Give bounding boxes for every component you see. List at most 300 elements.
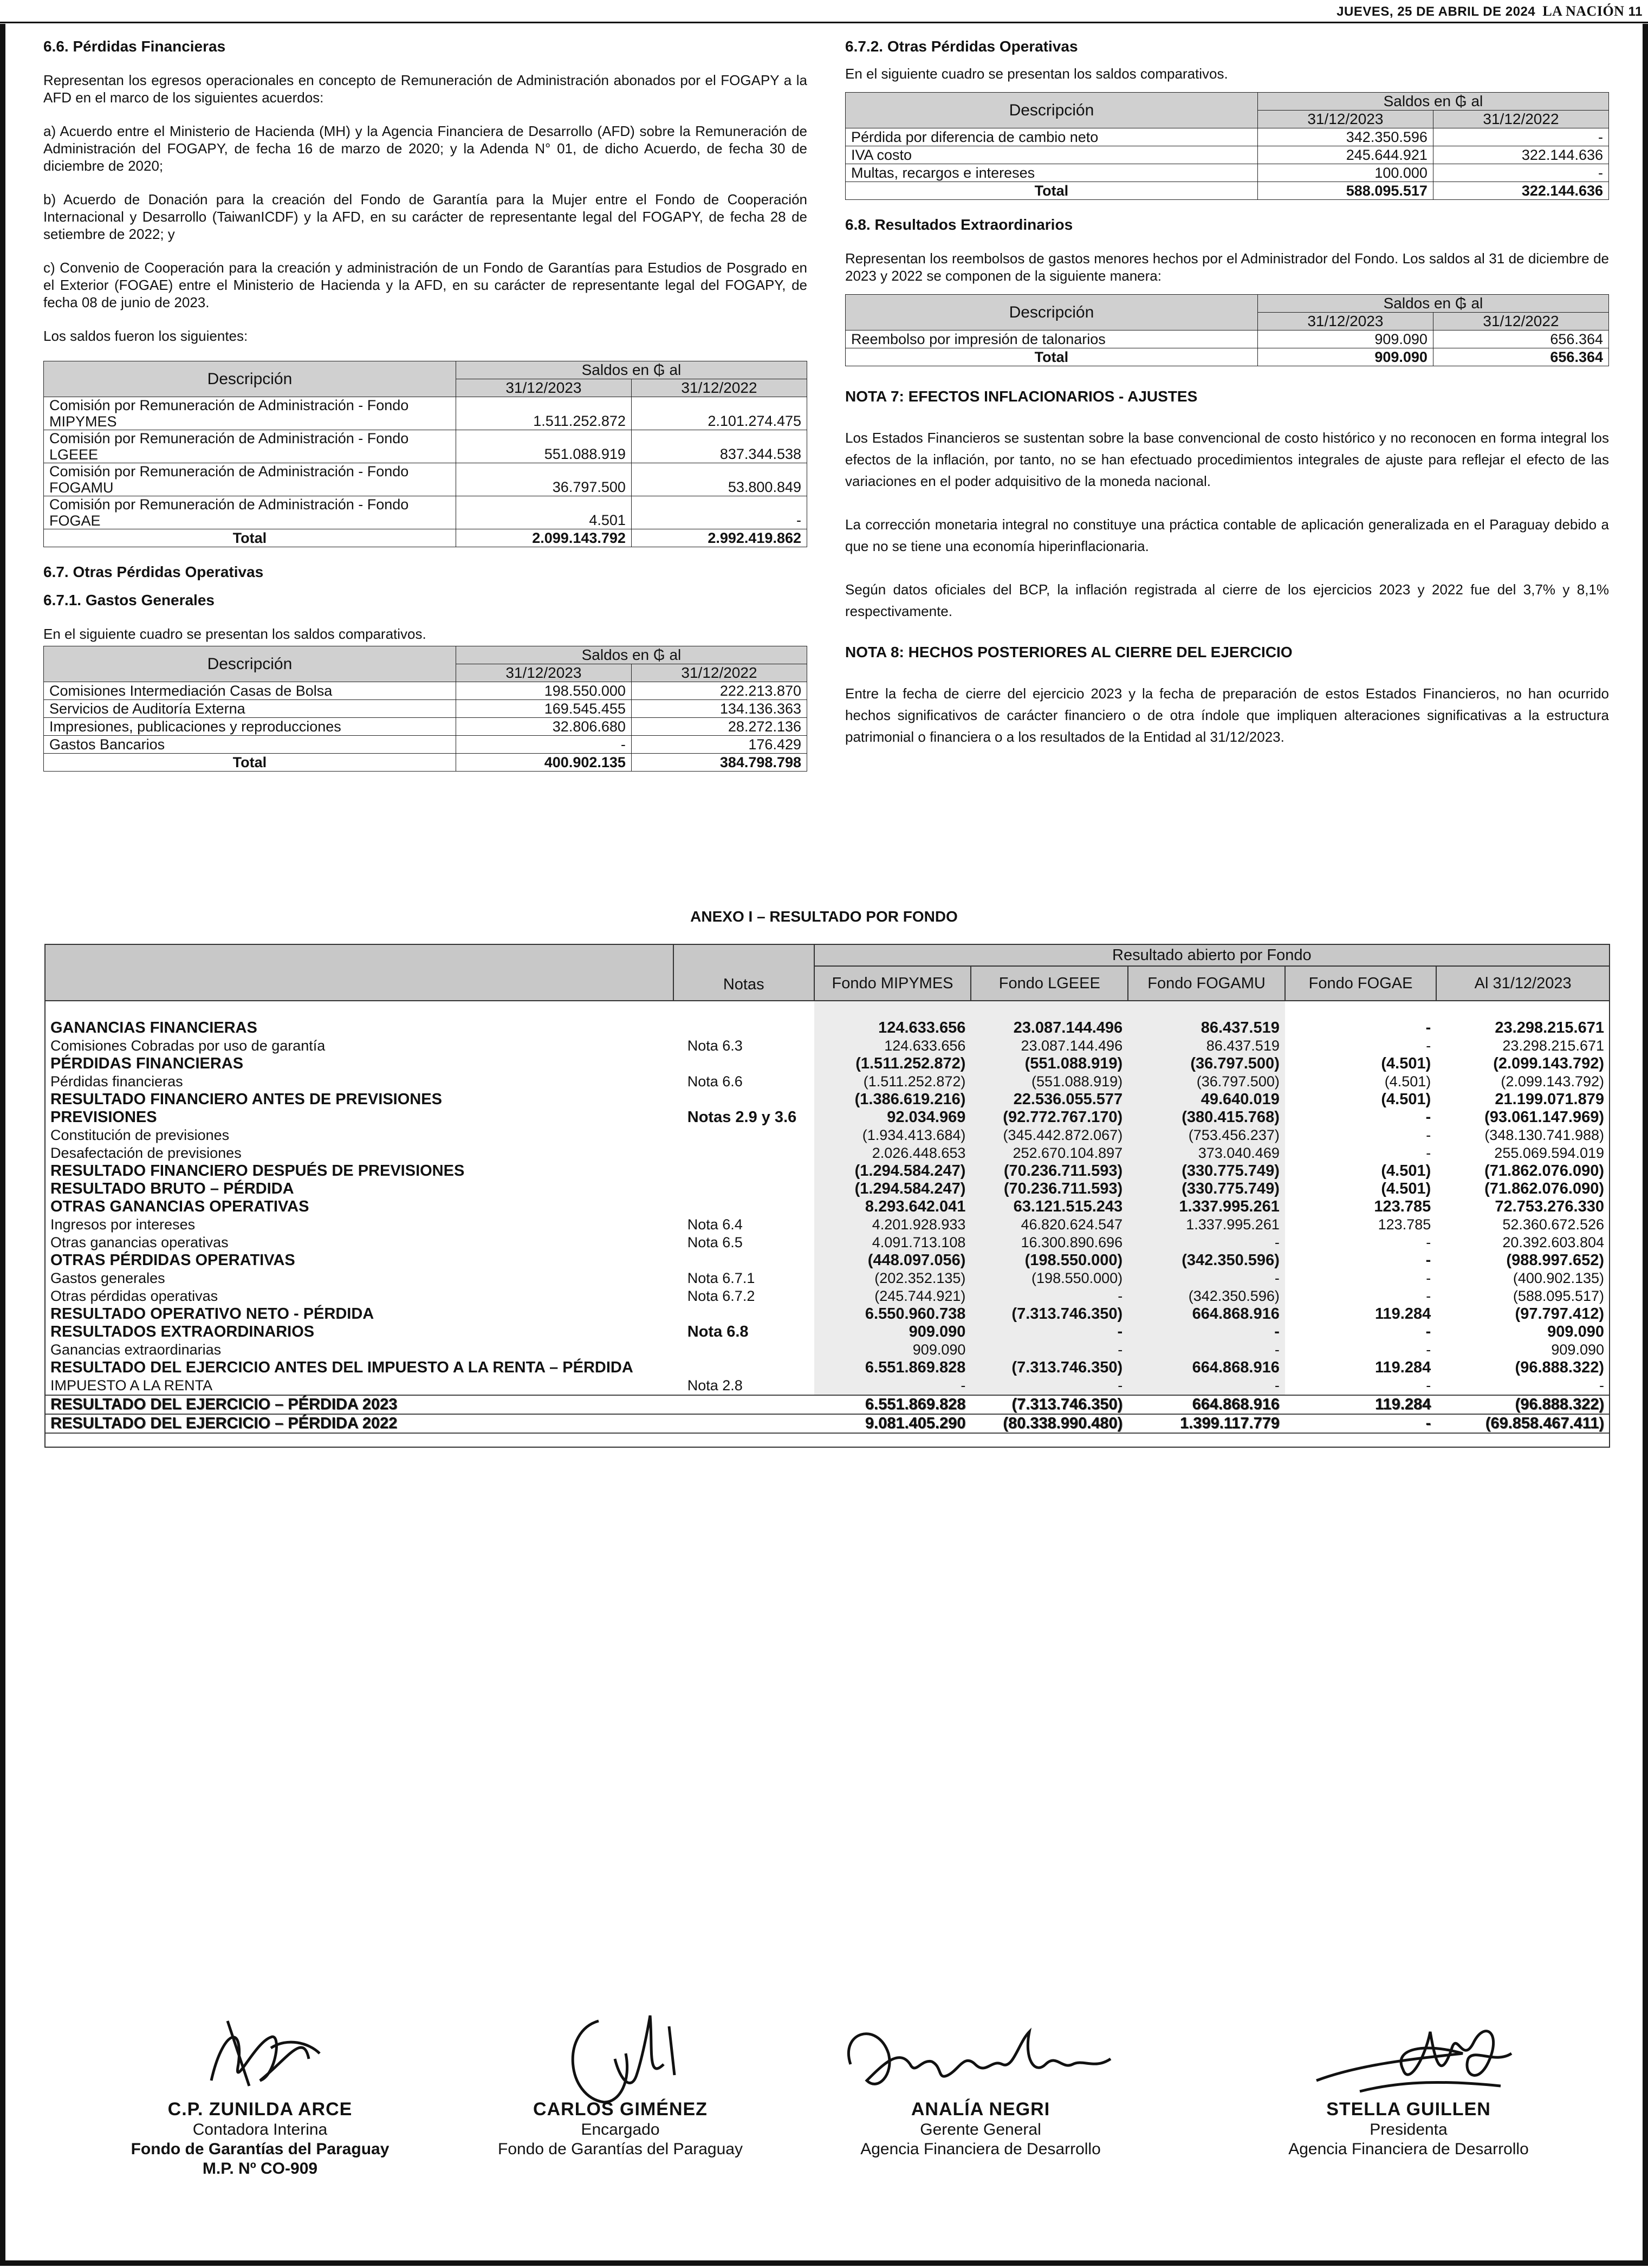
annex-value: (1.294.584.247): [814, 1180, 971, 1198]
annex-concept: Constitución de previsiones: [50, 1127, 230, 1143]
value-2023: 100.000: [1257, 164, 1433, 182]
annex-value: 49.640.019: [1128, 1091, 1285, 1109]
annex-value: 909.090: [1547, 1323, 1604, 1340]
annex-concept: Otras ganancias operativas: [50, 1234, 229, 1250]
annex-value: (92.772.767.170): [971, 1109, 1128, 1126]
annex-group-header: Resultado abierto por Fondo: [814, 944, 1610, 966]
table-perdidas-financieras: [43, 361, 807, 547]
annex-value: 124.633.656: [814, 1037, 971, 1055]
annex-value: (1.511.252.872): [814, 1055, 971, 1073]
table-row: [44, 496, 807, 529]
section-6-7-2-title: 6.7.2. Otras Pérdidas Operativas: [845, 38, 1078, 55]
annex-note: Nota 6.3: [687, 1038, 743, 1054]
annex-value: -: [1426, 1038, 1431, 1054]
row-description: Gastos Bancarios: [44, 736, 456, 754]
annex-value: 1.337.995.261: [1128, 1216, 1285, 1234]
row-description: Comisiones Intermediación Casas de Bolsa: [44, 682, 456, 700]
total-2022: 384.798.798: [631, 754, 807, 772]
annex-value: (4.501): [1381, 1180, 1431, 1197]
value-2023: 342.350.596: [1257, 128, 1433, 146]
annex-result-value: (80.338.990.480): [971, 1414, 1128, 1433]
annex-value: 22.536.055.577: [971, 1091, 1128, 1109]
signature-negri: [829, 1999, 1132, 2108]
spacer-cell: [1285, 1001, 1436, 1019]
total-row: [846, 348, 1609, 366]
annex-value: 2.026.448.653: [814, 1144, 971, 1162]
table-row: [44, 682, 807, 700]
signer-name: STELLA GUILLEN: [1326, 2099, 1491, 2120]
value-2023: 169.545.455: [456, 700, 631, 718]
total-label: Total: [44, 529, 456, 547]
annex-concept: RESULTADO DEL EJERCICIO ANTES DEL IMPUESTO A LA RENTA – PÉRDIDA: [50, 1359, 633, 1376]
total-label: Total: [846, 348, 1258, 366]
annex-note: Nota 6.8: [687, 1323, 749, 1340]
nota-7-p2: La corrección monetaria integral no constituye una práctica contable de aplicación generalizada en el Paraguay debido a que no se tiene una economía hiperinflacionaria.: [845, 516, 1609, 554]
row-description: Comisión por Remuneración de Administración - Fondo LGEEE: [44, 430, 456, 463]
signature-block-arce: [108, 1999, 412, 2179]
annex-value: (4.501): [1381, 1055, 1431, 1072]
annex-value: 63.121.515.243: [971, 1198, 1128, 1216]
annex-value: (97.797.412): [1515, 1305, 1604, 1323]
value-2023: 36.797.500: [456, 463, 631, 496]
annex-value: (7.313.746.350): [971, 1359, 1128, 1377]
annex-value: -: [1426, 1342, 1431, 1358]
signer-name: C.P. ZUNILDA ARCE: [167, 2099, 353, 2120]
annex-value: (588.095.517): [1513, 1288, 1604, 1304]
annex-value: 16.300.890.696: [971, 1234, 1128, 1252]
agreement-b: b) Acuerdo de Donación para la creación del Fondo de Garantía para la Mujer entre el Fondo de Cooperación Internacional y Desarrollo (TaiwanICDF) y la AFD, en su carácter de representante legal del FOGAPY, de fecha 28 de setiembre de 2022; y: [43, 191, 807, 242]
annex-result-value: (69.858.467.411): [1436, 1414, 1610, 1433]
annex-value: 92.034.969: [814, 1109, 971, 1126]
value-2023: 245.644.921: [1257, 146, 1433, 164]
annex-value: 6.550.960.738: [814, 1305, 971, 1323]
nota-7-title: NOTA 7: EFECTOS INFLACIONARIOS - AJUSTES: [845, 388, 1198, 405]
annex-title: ANEXO I – RESULTADO POR FONDO: [690, 908, 958, 925]
annex-value: 252.670.104.897: [971, 1144, 1128, 1162]
signer-org: Fondo de Garantías del Paraguay: [498, 2140, 743, 2158]
row-description: Impresiones, publicaciones y reproducciones: [44, 718, 456, 736]
value-2022: 656.364: [1433, 331, 1608, 348]
annex-col-mipymes: Fondo MIPYMES: [814, 966, 971, 1001]
annex-value: (198.550.000): [971, 1252, 1128, 1269]
total-2023: 588.095.517: [1257, 182, 1433, 200]
saldos-text: Los saldos fueron los siguientes:: [43, 328, 248, 344]
annex-note: [673, 1019, 814, 1037]
annex-value: 20.392.603.804: [1502, 1234, 1604, 1250]
total-2023: 909.090: [1257, 348, 1433, 366]
annex-value: (70.236.711.593): [971, 1180, 1128, 1198]
annex-value: 52.360.672.526: [1502, 1216, 1604, 1233]
col-saldos: Saldos en ₲ al: [456, 646, 807, 664]
table-row: [44, 397, 807, 430]
annex-note: [673, 1162, 814, 1180]
annex-note: Nota 6.7.1: [687, 1270, 755, 1286]
nota-8-p1: Entre la fecha de cierre del ejercicio 2023 y la fecha de preparación de estos Estados Financieros, no han ocurrido hechos significativos de carácter financiero o de otra índole que impliquen alteraciones significativas a la estructura patrimonial o financiera o a los resultados de la Entidad al 31/12/2023.: [845, 685, 1609, 745]
annex-value: 909.090: [1551, 1342, 1604, 1358]
header-rule: [0, 22, 1648, 23]
annex-concept: RESULTADOS EXTRAORDINARIOS: [50, 1323, 315, 1340]
annex-value: (345.442.872.067): [971, 1126, 1128, 1144]
header-date: JUEVES, 25 DE ABRIL DE 2024: [1336, 4, 1536, 19]
annex-result-row: [45, 1395, 1610, 1414]
annex-value: 119.284: [1375, 1305, 1431, 1323]
annex-row: [45, 1234, 1610, 1252]
total-2022: 2.992.419.862: [631, 529, 807, 547]
annex-col-lgeee: Fondo LGEEE: [971, 966, 1128, 1001]
annex-row: [45, 1305, 1610, 1323]
table-row: [44, 700, 807, 718]
annex-value: (202.352.135): [814, 1269, 971, 1287]
col-2023: 31/12/2023: [1257, 313, 1433, 331]
value-2023: 4.501: [456, 496, 631, 529]
annex-value: (96.888.322): [1515, 1359, 1604, 1376]
annex-value: -: [1426, 1234, 1431, 1250]
annex-value: (1.294.584.247): [814, 1162, 971, 1180]
annex-value: 4.201.928.933: [814, 1216, 971, 1234]
col-2022: 31/12/2022: [631, 379, 807, 397]
annex-value: 373.040.469: [1128, 1144, 1285, 1162]
signer-role: Presidenta: [1370, 2121, 1448, 2139]
col-2022: 31/12/2022: [631, 664, 807, 682]
annex-note: Nota 2.8: [687, 1377, 743, 1394]
annex-note: [673, 1180, 814, 1198]
signer-name: ANALÍA NEGRI: [911, 2099, 1050, 2120]
signature-block-gimenez: [469, 1999, 772, 2159]
value-2022: 134.136.363: [631, 700, 807, 718]
annex-value: (7.313.746.350): [971, 1305, 1128, 1323]
agreement-c: c) Convenio de Cooperación para la creación y administración de un Fondo de Garantías para Estudios de Posgrado en el Exterior (FOGAE) entre el Ministerio de Hacienda y la AFD, en su carácter de representante legal del FOGAPY, de fecha 08 de junio de 2023.: [43, 260, 807, 310]
section-6-6-title: 6.6. Pérdidas Financieras: [43, 38, 226, 55]
left-column: [43, 38, 807, 788]
annex-row: [45, 1252, 1610, 1269]
annex-concept: RESULTADO OPERATIVO NETO - PÉRDIDA: [50, 1305, 374, 1323]
annex-value: -: [1599, 1377, 1604, 1394]
annex-note: Nota 6.6: [687, 1073, 743, 1090]
annex-row: [45, 1216, 1610, 1234]
annex-row: [45, 1037, 1610, 1055]
section-6-6-intro: Representan los egresos operacionales en concepto de Remuneración de Administración abonados por el FOGAPY a la AFD en el marco de los siguientes acuerdos:: [43, 72, 807, 106]
row-description: Servicios de Auditoría Externa: [44, 700, 456, 718]
annex-value: (400.902.135): [1513, 1270, 1604, 1286]
annex-value: (71.862.076.090): [1484, 1180, 1604, 1197]
annex-col-total: Al 31/12/2023: [1436, 966, 1610, 1001]
value-2022: 176.429: [631, 736, 807, 754]
annex-row: [45, 1287, 1610, 1305]
annex-value: 119.284: [1375, 1359, 1431, 1376]
row-description: Comisión por Remuneración de Administración - Fondo FOGAE: [44, 496, 456, 529]
annex-concept: Pérdidas financieras: [50, 1073, 183, 1090]
signature-gimenez: [539, 1999, 702, 2108]
total-2022: 322.144.636: [1433, 182, 1608, 200]
annex-value: (2.099.143.792): [1493, 1055, 1604, 1072]
annex-result-value: -: [1285, 1414, 1436, 1433]
nota-7-p3: Según datos oficiales del BCP, la inflación registrada al cierre de los ejercicios 2023 y 2022 fue del 3,7% y 8,1% respectivamente.: [845, 581, 1609, 619]
value-2022: 53.800.849: [631, 463, 807, 496]
value-2023: 551.088.919: [456, 430, 631, 463]
signer-org: Agencia Financiera de Desarrollo: [1288, 2140, 1529, 2158]
spacer-cell: [1436, 1001, 1610, 1019]
col-2022: 31/12/2022: [1433, 313, 1608, 331]
annex-row: [45, 1359, 1610, 1377]
annex-value: (330.775.749): [1128, 1162, 1285, 1180]
signer-org: Agencia Financiera de Desarrollo: [860, 2140, 1101, 2158]
annex-note: Nota 6.5: [687, 1234, 743, 1250]
annex-value: (988.997.652): [1506, 1252, 1604, 1269]
page-number: 11: [1628, 4, 1643, 19]
annex-concept: Gastos generales: [50, 1270, 165, 1286]
annex-note: [673, 1126, 814, 1144]
annex-note: [673, 1305, 814, 1323]
spacer-cell: [814, 1001, 971, 1019]
right-column: [845, 38, 1609, 769]
total-row: [44, 529, 807, 547]
table-row: [44, 463, 807, 496]
annex-concept: RESULTADO FINANCIERO DESPUÉS DE PREVISIONES: [50, 1162, 465, 1180]
annex-col-notas: Notas: [673, 944, 814, 1001]
annex-row: [45, 1162, 1610, 1180]
annex-note: Notas 2.9 y 3.6: [687, 1109, 797, 1126]
annex-note: Nota 6.4: [687, 1216, 743, 1233]
annex-result-value: 9.081.405.290: [814, 1414, 971, 1433]
signer-registration: M.P. Nº CO-909: [202, 2160, 318, 2178]
row-description: Pérdida por diferencia de cambio neto: [846, 128, 1258, 146]
annex-concept: Ingresos por intereses: [50, 1216, 196, 1233]
table-row: [846, 128, 1609, 146]
signer-role: Contadora Interina: [192, 2121, 328, 2139]
annex-value: (245.744.921): [814, 1287, 971, 1305]
annex-value: 255.069.594.019: [1494, 1145, 1604, 1161]
annex-note: [673, 1091, 814, 1109]
annex-value: 86.437.519: [1128, 1019, 1285, 1037]
annex-value: (348.130.741.988): [1484, 1127, 1604, 1143]
col-descripcion: Descripción: [846, 295, 1258, 331]
page-header: [1336, 3, 1643, 20]
annex-result-row: [45, 1414, 1610, 1433]
col-2022: 31/12/2022: [1433, 111, 1608, 128]
section-6-7-2-intro: En el siguiente cuadro se presentan los saldos comparativos.: [845, 66, 1228, 82]
annex-value: -: [1128, 1269, 1285, 1287]
annex-value: 1.337.995.261: [1128, 1198, 1285, 1216]
annex-result-value: 119.284: [1285, 1395, 1436, 1414]
annex-note: Nota 6.7.2: [687, 1288, 755, 1304]
annex-row: [45, 1341, 1610, 1359]
value-2022: 322.144.636: [1433, 146, 1608, 164]
annex-value: (198.550.000): [971, 1269, 1128, 1287]
annex-value: 6.551.869.828: [814, 1359, 971, 1377]
annex-concept: Otras pérdidas operativas: [50, 1288, 218, 1304]
row-description: Comisión por Remuneración de Administración - Fondo FOGAMU: [44, 463, 456, 496]
value-2023: 1.511.252.872: [456, 397, 631, 430]
annex-value: 72.753.276.330: [1495, 1198, 1604, 1215]
annex-value: 23.298.215.671: [1502, 1038, 1604, 1054]
col-saldos: Saldos en ₲ al: [1257, 93, 1608, 111]
annex-concept: OTRAS PÉRDIDAS OPERATIVAS: [50, 1252, 295, 1269]
value-2023: 198.550.000: [456, 682, 631, 700]
section-6-7-1-title: 6.7.1. Gastos Generales: [43, 592, 215, 608]
section-6-7-1-intro: En el siguiente cuadro se presentan los saldos comparativos.: [43, 626, 426, 642]
annex-value: (753.456.237): [1128, 1126, 1285, 1144]
annex-value: -: [1426, 1288, 1431, 1304]
annex-concept: RESULTADO FINANCIERO ANTES DE PREVISIONES: [50, 1091, 442, 1108]
annex-value: (1.511.252.872): [814, 1073, 971, 1091]
table-row: [846, 331, 1609, 348]
annex-value: (1.386.619.216): [814, 1091, 971, 1109]
annex-value: -: [1426, 1127, 1431, 1143]
signer-role: Gerente General: [920, 2121, 1041, 2139]
value-2022: 837.344.538: [631, 430, 807, 463]
annex-concept: RESULTADO BRUTO – PÉRDIDA: [50, 1180, 294, 1197]
col-saldos: Saldos en ₲ al: [1257, 295, 1608, 313]
section-6-7-title: 6.7. Otras Pérdidas Operativas: [43, 563, 264, 580]
annex-col-fogae: Fondo FOGAE: [1285, 966, 1436, 1001]
annex-value: 23.087.144.496: [971, 1019, 1128, 1037]
annex-value: 664.868.916: [1128, 1305, 1285, 1323]
signer-name: CARLOS GIMÉNEZ: [533, 2099, 708, 2120]
annex-value: (551.088.919): [971, 1073, 1128, 1091]
row-description: IVA costo: [846, 146, 1258, 164]
spacer-cell: [1128, 1001, 1285, 1019]
annex-value: 909.090: [814, 1341, 971, 1359]
col-saldos: Saldos en ₲ al: [456, 361, 807, 379]
signer-org: Fondo de Garantías del Paraguay: [131, 2140, 390, 2158]
col-descripcion: Descripción: [44, 361, 456, 397]
annex-row: [45, 1144, 1610, 1162]
table-row: [44, 430, 807, 463]
value-2022: -: [1433, 164, 1608, 182]
annex-concept: Comisiones Cobradas por uso de garantía: [50, 1038, 326, 1054]
col-descripcion: Descripción: [846, 93, 1258, 128]
col-2023: 31/12/2023: [456, 664, 631, 682]
annex-value: -: [1128, 1234, 1285, 1252]
annex-value: 123.785: [1378, 1216, 1431, 1233]
annex-note: [673, 1252, 814, 1269]
annex-value: -: [1128, 1377, 1285, 1395]
annex-value: (330.775.749): [1128, 1180, 1285, 1198]
section-6-8-intro: Representan los reembolsos de gastos menores hechos por el Administrador del Fondo. Los saldos al 31 de diciembre de 2023 y 2022 se componen de la siguiente manera:: [845, 250, 1609, 284]
annex-value: -: [971, 1323, 1128, 1341]
table-row: [44, 718, 807, 736]
annex-value: 46.820.624.547: [971, 1216, 1128, 1234]
signature-guillen: [1284, 1999, 1533, 2108]
total-row: [44, 754, 807, 772]
annex-value: 123.785: [1374, 1198, 1431, 1215]
annex-concept: GANANCIAS FINANCIERAS: [50, 1019, 257, 1036]
annex-value: (342.350.596): [1128, 1287, 1285, 1305]
annex-value: -: [1128, 1323, 1285, 1341]
total-label: Total: [846, 182, 1258, 200]
annex-row: [45, 1126, 1610, 1144]
annex-row: [45, 1055, 1610, 1073]
section-6-8-title: 6.8. Resultados Extraordinarios: [845, 216, 1073, 233]
annex-result-value: (96.888.322): [1436, 1395, 1610, 1414]
annex-value: (380.415.768): [1128, 1109, 1285, 1126]
annex-value: (70.236.711.593): [971, 1162, 1128, 1180]
annex-value: 8.293.642.041: [814, 1198, 971, 1216]
total-2022: 656.364: [1433, 348, 1608, 366]
annex-note: [673, 1341, 814, 1359]
annex-value: (448.097.056): [814, 1252, 971, 1269]
total-row: [846, 182, 1609, 200]
annex-result-note: [673, 1395, 814, 1414]
annex-value: -: [1128, 1341, 1285, 1359]
annex-note: [673, 1359, 814, 1377]
nota-7-p1: Los Estados Financieros se sustentan sobre la base convencional de costo histórico y no reconocen en forma integral los efectos de la inflación, por tanto, no se han efectuado procedimientos integrales de ajuste para reflejar el efecto de las variaciones en el poder adquisitivo de la moneda nacional.: [845, 430, 1609, 489]
nota-8-title: NOTA 8: HECHOS POSTERIORES AL CIERRE DEL EJERCICIO: [845, 644, 1293, 660]
col-2023: 31/12/2023: [456, 379, 631, 397]
annex-value: -: [814, 1377, 971, 1395]
annex-result-note: [673, 1414, 814, 1433]
value-2023: 909.090: [1257, 331, 1433, 348]
annex-result-label: RESULTADO DEL EJERCICIO – PÉRDIDA 2023: [45, 1395, 673, 1414]
annex-value: -: [1426, 1145, 1431, 1161]
value-2022: 222.213.870: [631, 682, 807, 700]
annex-value: (71.862.076.090): [1484, 1162, 1604, 1180]
value-2022: -: [631, 496, 807, 529]
annex-row: [45, 1073, 1610, 1091]
annex-value: -: [971, 1341, 1128, 1359]
annex-value: 909.090: [814, 1323, 971, 1341]
annex-row: [45, 1269, 1610, 1287]
annex-value: -: [971, 1377, 1128, 1395]
annex-row: [45, 1091, 1610, 1109]
annex-value: 23.087.144.496: [971, 1037, 1128, 1055]
value-2022: 2.101.274.475: [631, 397, 807, 430]
annex-note: [673, 1055, 814, 1073]
annex-value: (36.797.500): [1128, 1073, 1285, 1091]
annex-value: (4.501): [1384, 1073, 1431, 1090]
annex-value: 124.633.656: [814, 1019, 971, 1037]
annex-result-value: 6.551.869.828: [814, 1395, 971, 1414]
total-label: Total: [44, 754, 456, 772]
annex-concept: IMPUESTO A LA RENTA: [50, 1377, 213, 1394]
col-descripcion: Descripción: [44, 646, 456, 682]
annex-value: (1.934.413.684): [814, 1126, 971, 1144]
annex-row: [45, 1377, 1610, 1395]
annex-value: 21.199.071.879: [1495, 1091, 1604, 1108]
annex-value: -: [1425, 1252, 1431, 1269]
row-description: Comisión por Remuneración de Administración - Fondo MIPYMES: [44, 397, 456, 430]
annex-value: -: [971, 1287, 1128, 1305]
annex-value: -: [1425, 1323, 1431, 1340]
signature-block-guillen: [1257, 1999, 1560, 2159]
signature-arce: [179, 1999, 341, 2108]
annex-row: [45, 1198, 1610, 1216]
annex-table: [44, 944, 1610, 1434]
annex-value: 23.298.215.671: [1495, 1019, 1604, 1036]
annex-row: [45, 1109, 1610, 1126]
annex-value: 664.868.916: [1128, 1359, 1285, 1377]
annex-concept: Ganancias extraordinarias: [50, 1342, 222, 1358]
spacer-cell: [673, 1001, 814, 1019]
signer-role: Encargado: [581, 2121, 660, 2139]
annex-result-value: (7.313.746.350): [971, 1395, 1128, 1414]
value-2023: 32.806.680: [456, 718, 631, 736]
row-description: Multas, recargos e intereses: [846, 164, 1258, 182]
annex-value: (36.797.500): [1128, 1055, 1285, 1073]
annex-result-value: 1.399.117.779: [1128, 1414, 1285, 1433]
annex-value: 4.091.713.108: [814, 1234, 971, 1252]
annex-value: 86.437.519: [1128, 1037, 1285, 1055]
table-resultados-extraordinarios: [845, 294, 1609, 366]
value-2022: -: [1433, 128, 1608, 146]
annex-value: -: [1425, 1109, 1431, 1126]
annex-value: (93.061.147.969): [1484, 1109, 1604, 1126]
spacer-cell: [45, 1001, 673, 1019]
agreement-a: a) Acuerdo entre el Ministerio de Hacienda (MH) y la Agencia Financiera de Desarrollo (AFD) sobre la Remuneración de Administración del FOGAPY, de fecha 16 de marzo de 2020; y la Adenda N° 01, de dicho Acuerdo, de fecha 30 de diciembre de 2020;: [43, 123, 807, 174]
annex-value: (551.088.919): [971, 1055, 1128, 1073]
annex-value: (342.350.596): [1128, 1252, 1285, 1269]
value-2023: -: [456, 736, 631, 754]
